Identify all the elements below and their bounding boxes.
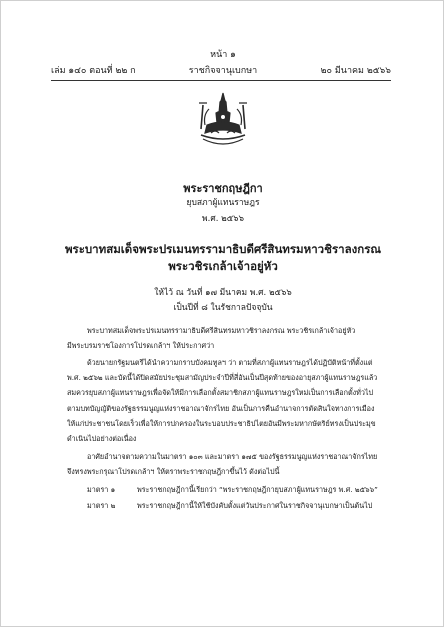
paragraph-line: มีพระบรมราชโองการโปรดเกล้าฯ ให้ประกาศว่า <box>67 341 215 351</box>
king-name-line-2: พระวชิรเกล้าเจ้าอยู่หัว <box>168 259 278 273</box>
paragraph-line: ให้แก่ประชาชนโดยเร็วเพื่อให้การปกครองในระบอบประชาธิปไตยอันมีพระมหากษัตริย์ทรงเป็นประมุข <box>67 418 376 428</box>
article-2-text: พระราชกฤษฎีกานี้ให้ใช้บังคับตั้งแต่วันประกาศในราชกิจจานุเบกษาเป็นต้นไป <box>137 501 373 510</box>
paragraph-line: ดำเนินไปอย่างต่อเนื่อง <box>67 434 137 444</box>
king-name-line-1: พระบาทสมเด็จพระปรเมนทรรามาธิบดีศรีสินทรมหาวชิราลงกรณ <box>64 242 382 256</box>
paragraph-line: สมควรยุบสภาผู้แทนราษฎรเพื่อจัดให้มีการเลือกตั้งสมาชิกสภาผู้แทนราษฎรใหม่เป็นการเลือกตั้งทั่วไป <box>67 388 374 398</box>
article-2-label: มาตรา ๒ <box>87 501 116 510</box>
decree-subtitle: ยุบสภาผู้แทนราษฎร <box>186 198 260 208</box>
volume-info: เล่ม ๑๔๐ ตอนที่ ๒๒ ก <box>51 66 136 76</box>
article-1-text: พระราชกฤษฎีกานี้เรียกว่า “พระราชกฤษฎีกายุบสภาผู้แทนราษฎร พ.ศ. ๒๕๖๖” <box>137 485 378 494</box>
decree-year: พ.ศ. ๒๕๖๖ <box>202 214 244 224</box>
page-number: หน้า ๑ <box>210 50 236 60</box>
gazette-date: ๒๐ มีนาคม ๒๕๖๖ <box>320 66 391 76</box>
royal-crown-emblem-icon <box>189 89 257 157</box>
reign-year: เป็นปีที่ ๘ ในรัชกาลปัจจุบัน <box>173 303 273 313</box>
paragraph-line: พระบาทสมเด็จพระปรเมนทรรามาธิบดีศรีสินทรมหาวชิราลงกรณ พระวชิรเกล้าเจ้าอยู่หัว <box>87 326 356 335</box>
paragraph-line: จึงทรงพระกรุณาโปรดเกล้าฯ ให้ตราพระราชกฤษฎีกาขึ้นไว้ ดังต่อไปนี้ <box>67 467 280 477</box>
paragraph-reason <box>67 355 393 446</box>
paragraph-line: ด้วยนายกรัฐมนตรีได้นำความกราบบังคมทูลฯ ว่า ตามที่สภาผู้แทนราษฎรได้ปฏิบัติหน้าที่ตั้งแต่ <box>87 358 373 367</box>
given-date: ให้ไว้ ณ วันที่ ๑๗ มีนาคม พ.ศ. ๒๕๖๖ <box>154 288 292 298</box>
paragraph-authority <box>67 449 393 479</box>
gazette-name: ราชกิจจานุเบกษา <box>188 66 258 76</box>
paragraph-proclamation <box>67 323 393 353</box>
header-divider <box>51 80 391 81</box>
paragraph-line: ตามบทบัญญัติของรัฐธรรมนูญแห่งราชอาณาจักรไทย อันเป็นการคืนอำนาจการตัดสินใจทางการเมือง <box>67 403 375 413</box>
article-1-label: มาตรา ๑ <box>87 485 116 494</box>
paragraph-line: อาศัยอำนาจตามความในมาตรา ๑๐๓ และมาตรา ๑๗๕ ของรัฐธรรมนูญแห่งราชอาณาจักรไทย <box>87 452 378 461</box>
paragraph-line: พ.ศ. ๒๕๖๒ และบัดนี้ได้ปิดสมัยประชุมสามัญประจำปีที่สี่อันเป็นปีสุดท้ายของอายุสภาผู้แทนราษฎรแล้ว <box>67 373 378 383</box>
decree-title: พระราชกฤษฎีกา <box>183 182 263 195</box>
